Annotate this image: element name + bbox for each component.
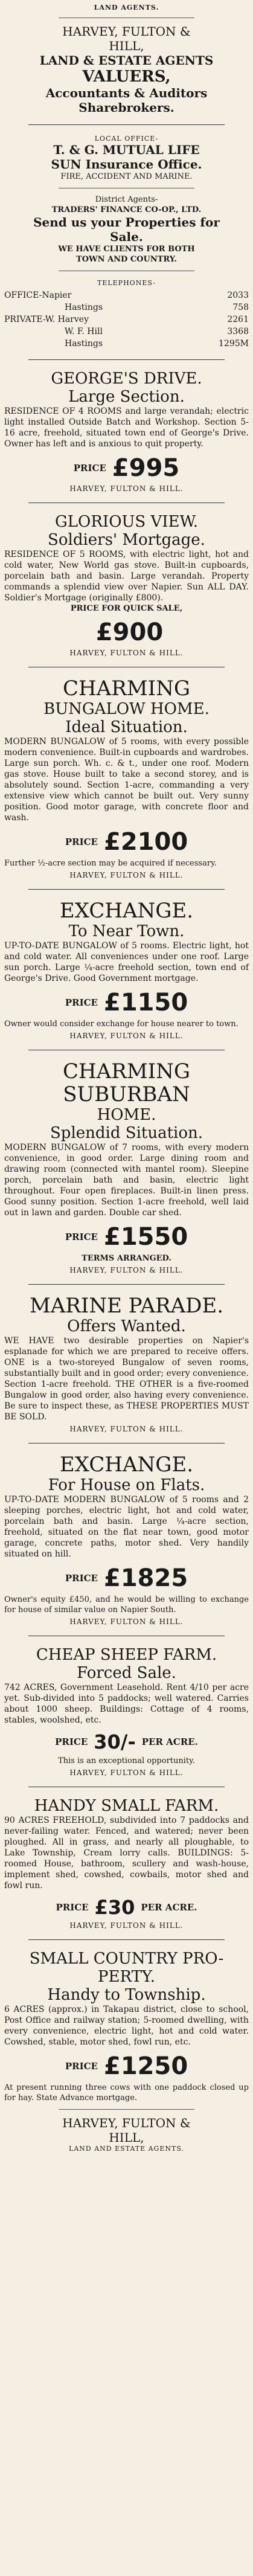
local-office-line2: SUN Insurance Office. [51, 157, 202, 172]
listing-title: CHARMING [63, 676, 190, 701]
listing-subtitle: Handy to Township. [47, 1986, 206, 2004]
listing-body: MODERN BUNGALOW of 5 rooms, with every possible modern convenience. Built-in cupboards and wardrobes. Large sun porch. Wh. c. & t., under one roof. Modern gas stove. House built to take a second storey, and is absolutely sound. Section 1-acre, commanding a very extensive view which cannot be built out. Very sunny position. Good motor garage, with concrete floor and wash. [4, 737, 249, 823]
local-office-line1: T. & G. MUTUAL LIFE [53, 143, 200, 157]
agent-name: HARVEY, FULTON & HILL. [69, 1617, 184, 1626]
price-label: PRICE [73, 463, 106, 474]
price-row [4, 1896, 249, 1919]
price-value: £1150 [103, 989, 188, 1017]
price-label: PRICE [65, 1573, 98, 1584]
listing-body: 6 ACRES (approx.) in Takapau district, close to school, Post Office and railway station; 5-roomed dwelling, with every convenience, electric light, hot and cold water. Cowshed, stable, motor shed, fowl run, etc. [4, 2005, 249, 2047]
listing-glorious-view [4, 513, 249, 657]
price-label: PRICE [65, 1232, 98, 1242]
listing-title: GEORGE'S DRIVE. [51, 370, 202, 388]
agent-name: HARVEY, FULTON & HILL. [69, 1266, 184, 1274]
telephone-label: PRIVATE-W. Harvey [4, 315, 89, 324]
listing-body: RESIDENCE OF 4 ROOMS and large verandah; electric light installed Outside Batch and Workshop. Section 5-16 acre, freehold, situated town end of George's Drive. Owner has left and is anxious to quit property. [4, 406, 249, 449]
telephone-number: 3368 [227, 327, 249, 336]
listing-body: UP-TO-DATE MODERN BUNGALOW of 5 rooms and 2 sleeping porches, electric light, hot and cold water, porcelain bath and basin. Large ¼-acre section, freehold, situated on the flat near town, good motor garage, concrete paths, motor shed. Very handily situated on hill. [4, 1495, 249, 1559]
price-row [4, 1730, 249, 1753]
telephone-number: 758 [232, 303, 249, 312]
listing-note: Further ½-acre section may be acquired if necessary. [4, 859, 217, 868]
price-label: PRICE [65, 837, 98, 847]
agent-name: HARVEY, FULTON & HILL. [69, 1425, 184, 1433]
listing-subtitle: Soldiers' Mortgage. [48, 531, 205, 549]
listing-title: HANDY SMALL FARM. [34, 1797, 219, 1815]
listing-body: WE HAVE two desirable properties on Napier's esplanade for which we are prepared to receive offers. ONE is a two-storeyed Bungalow of seven rooms, substantially built and in good order; every convenience. Section 1-acre freehold. THE OTHER is a five-roomed Bungalow in good order, also having every convenience. Be sure to inspect these, as THESE PROPERTIES MUST BE SOLD. [4, 1336, 249, 1422]
listing-marine-parade [4, 1294, 249, 1433]
category-heading: LAND AGENTS. [94, 4, 159, 11]
listing-body: MODERN BUNGALOW of 7 rooms, with every modern convenience, in good order. Large dining room and drawing room (connected with mantel room). Sleepine porch, porcelain bath and basin, electric light throughout. Four open fireplaces. Built-in linen press. Good sunny position. Section 1-acre freehold, well laid out in lawn and garden. Double car shed. [4, 1143, 249, 1218]
listing-title: EXCHANGE. [59, 899, 194, 923]
district-line1: District Agents- [95, 195, 158, 204]
telephones-heading: TELEPHONES- [97, 279, 156, 287]
district-line3: Send us your Properties for [33, 215, 220, 230]
telephone-number: 2261 [227, 315, 249, 324]
agent-name: HARVEY, FULTON & HILL. [69, 1768, 184, 1777]
telephone-label: W. F. Hill [65, 327, 103, 336]
listing-georges-drive [4, 370, 249, 493]
tagline-valuers: VALUERS, [82, 68, 171, 86]
price-label: PRICE [65, 997, 98, 1008]
local-office-heading: LOCAL OFFICE- [94, 135, 159, 143]
listing-subtitle: Large Section. [68, 388, 185, 406]
telephones-block [4, 277, 249, 350]
listing-subtitle: To Near Town. [68, 922, 185, 940]
district-line2: TRADERS' FINANCE CO-OP., LTD. [51, 205, 202, 214]
listing-small-country-property [4, 1950, 249, 2103]
listing-subtitle: Ideal Situation. [65, 718, 188, 736]
agent-name: HARVEY, FULTON & HILL. [69, 1032, 184, 1040]
tagline-sharebrokers: Sharebrokers. [78, 100, 175, 115]
listing-handy-small-farm [4, 1797, 249, 1930]
advertisement-column [4, 0, 249, 2153]
price-value: £2100 [103, 828, 188, 856]
listing-body: UP-TO-DATE BUNGALOW of 5 rooms. Electric light, hot and cold water. All conveniences under one roof. Large sun porch. Large ¼-acre freehold section, town end of George's Drive. Good Government mortgage. [4, 941, 249, 983]
listing-note: This is an exceptional opportunity. [58, 1756, 195, 1765]
telephone-row [4, 289, 249, 301]
district-line6: TOWN AND COUNTRY. [76, 255, 177, 264]
listing-note: Owner's equity £450, and he would be willing to exchange for house of similar value on Napier South. [4, 1595, 249, 1614]
agent-name: HARVEY, FULTON & HILL. [69, 649, 184, 657]
agent-name: HARVEY, FULTON & HILL. [69, 1921, 184, 1930]
footer-tagline: LAND AND ESTATE AGENTS. [69, 2145, 184, 2153]
tagline-accountants: Accountants & Auditors [45, 86, 208, 100]
district-line4: Sale. [110, 230, 143, 244]
listing-title-cont: BUNGALOW HOME. [43, 700, 210, 718]
telephone-row [4, 313, 249, 326]
telephone-number: 2033 [227, 291, 249, 300]
divider [28, 359, 225, 360]
divider [28, 1284, 225, 1285]
price-suffix: PER ACRE. [141, 1902, 197, 1913]
listing-subtitle: Forced Sale. [77, 1664, 176, 1682]
price-value: £900 [95, 618, 164, 646]
price-row [4, 828, 249, 856]
listing-charming-suburban [4, 1060, 249, 1274]
price-value: £1250 [103, 2052, 188, 2080]
price-row [4, 1564, 249, 1592]
listing-subtitle: For House on Flats. [48, 1476, 205, 1494]
price-row [4, 2052, 249, 2080]
listing-title: CHARMING SUBURBAN [63, 1059, 190, 1107]
listing-body: 742 ACRES, Government Leasehold. Rent 4/10 per acre yet. Sub-divided into 5 paddocks; well watered. Carries about 1000 sheep. Buildings: Cottage of 4 rooms, stables, woolshed, etc. [4, 1683, 249, 1725]
firm-name-cont: HILL, [109, 39, 144, 53]
price-value: £1825 [103, 1564, 188, 1592]
listing-exchange-flats [4, 1453, 249, 1626]
listing-title-cont: HOME. [97, 1106, 156, 1124]
firm-name: HARVEY, FULTON & [62, 24, 191, 39]
telephone-number: 1295M [219, 339, 249, 348]
footer-firm-name: HARVEY, FULTON & [62, 2116, 191, 2130]
divider [59, 2109, 194, 2110]
listing-note: TERMS ARRANGED. [82, 1254, 171, 1263]
tagline: LAND & ESTATE AGENTS [39, 53, 214, 68]
listing-body: 90 ACRES FREEHOLD, subdivided into 7 paddocks and never-failing water. Fenced, and watered; never been ploughed. All in grass, and nearly all ploughable, to Lake Township, Cream lorry calls. BUILDINGS: 5-roomed House, bathroom, scullery and wash-house, implement shed, cowshed, cowbails, motor shed and fowl run. [4, 1816, 249, 1890]
listing-subtitle: Splendid Situation. [50, 1124, 203, 1142]
price-value: £1550 [103, 1223, 188, 1251]
listing-note: Owner would consider exchange for house nearer to town. [4, 1020, 239, 1029]
local-office-line3: FIRE, ACCIDENT AND MARINE. [60, 172, 193, 181]
divider [28, 124, 225, 125]
agent-name: HARVEY, FULTON & HILL. [69, 484, 184, 493]
listing-cheap-sheep-farm [4, 1646, 249, 1777]
telephone-row [4, 338, 249, 350]
listing-note: PRICE FOR QUICK SALE, [70, 604, 183, 613]
listing-title: MARINE PARADE. [29, 1294, 224, 1318]
telephone-row [4, 326, 249, 338]
price-row [4, 989, 249, 1017]
price-value: £30 [94, 1896, 135, 1919]
listing-title: SMALL COUNTRY PRO- [29, 1950, 224, 1968]
listing-title: EXCHANGE. [59, 1453, 194, 1477]
price-label: PRICE [65, 2061, 98, 2072]
listing-note: At present running three cows with one paddock closed up for hay. State Advance mortgage. [4, 2083, 249, 2102]
listing-body: RESIDENCE OF 5 ROOMS, with electric light, hot and cold water, New World gas stove. Built-in cupboards, porcelain bath and basin. Large verandah. Property commands a splendid view over Napier. Sun ALL DAY. Soldier's Mortgage (originally £800). [4, 550, 249, 603]
footer-firm-name-cont: HILL, [109, 2130, 144, 2145]
divider [28, 1443, 225, 1444]
divider [28, 889, 225, 890]
listing-exchange-near-town [4, 899, 249, 1040]
price-row [4, 1223, 249, 1251]
price-label: PRICE [56, 1902, 89, 1913]
listing-title: CHEAP SHEEP FARM. [36, 1646, 217, 1664]
price-row [4, 454, 249, 482]
listing-title-cont: PERTY. [97, 1968, 155, 1986]
price-value: £995 [112, 454, 180, 482]
telephone-label: OFFICE-Napier [4, 291, 72, 300]
listing-title: GLORIOUS VIEW. [55, 513, 198, 531]
telephone-label: Hastings [65, 303, 103, 312]
listing-subtitle: Offers Wanted. [67, 1317, 186, 1335]
telephone-label: Hastings [65, 339, 103, 348]
telephone-row [4, 301, 249, 313]
price-label: PRICE [55, 1736, 88, 1747]
price-suffix: PER ACRE. [141, 1736, 198, 1747]
district-line5: WE HAVE CLIENTS FOR BOTH [58, 245, 195, 254]
price-row [4, 618, 249, 646]
divider [28, 1939, 225, 1940]
agent-name: HARVEY, FULTON & HILL. [69, 871, 184, 879]
listing-charming-bungalow [4, 677, 249, 879]
price-value: 30/- [94, 1730, 136, 1753]
